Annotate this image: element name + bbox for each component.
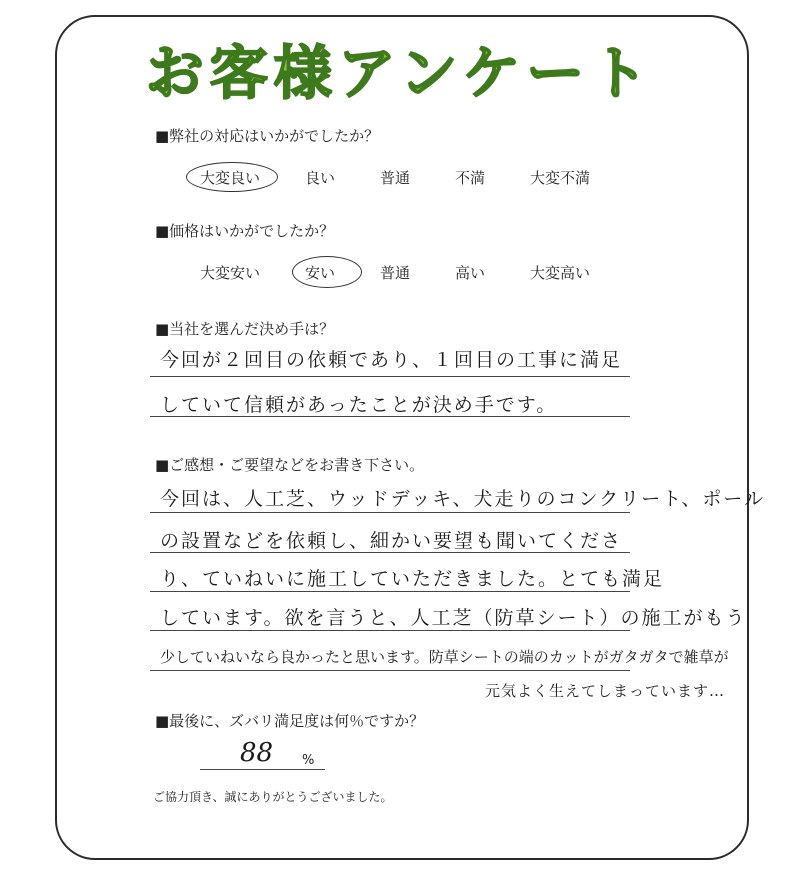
answer-rule [150, 376, 630, 377]
answer-deciding-line-1: 今回が２回目の依頼であり、１回目の工事に満足 [160, 349, 623, 371]
comment-line-1: 今回は、人工芝、ウッドデッキ、犬走りのコンクリート、ポール [160, 488, 766, 510]
question-deciding-factor: ■当社を選んだ決め手は？ [155, 320, 335, 338]
answer-rule [150, 630, 630, 631]
comment-line-3: り、ていねいに施工していただきました。とても満足 [160, 568, 665, 590]
option-service-very-dissatisfied[interactable]: 大変不満 [530, 169, 591, 187]
option-service-dissatisfied[interactable]: 不満 [455, 169, 486, 187]
question-comments: ■ご感想・ご要望などをお書き下さい。 [155, 456, 425, 474]
comment-line-6: 元気よく生えてしまっています… [485, 682, 726, 700]
option-price-cheap[interactable]: 安い [305, 264, 336, 282]
option-price-normal[interactable]: 普通 [380, 264, 411, 282]
comment-line-4: しています。欲を言うと、人工芝（防草シート）の施工がもう [160, 607, 747, 629]
answer-deciding-line-2: していて信頼があったことが決め手です。 [160, 394, 558, 416]
answer-rule [150, 670, 630, 671]
option-service-very-good[interactable]: 大変良い [200, 169, 261, 187]
comment-line-2: の設置などを依頼し、細かい要望も聞いてくださ [160, 530, 623, 552]
question-price: ■価格はいかがでしたか？ [155, 222, 335, 240]
answer-rule [150, 591, 630, 592]
answer-rule [150, 552, 630, 553]
satisfaction-rule [200, 769, 325, 770]
survey-title: お客様アンケート [145, 39, 655, 107]
satisfaction-unit: % [302, 753, 315, 768]
option-price-very-cheap[interactable]: 大変安い [200, 264, 261, 282]
option-service-normal[interactable]: 普通 [380, 169, 411, 187]
thanks-footer: ご協力頂き、誠にありがとうございました。 [153, 790, 393, 804]
answer-rule [150, 512, 630, 513]
answer-rule [150, 416, 630, 417]
satisfaction-value: 88 [240, 738, 274, 768]
question-satisfaction: ■最後に、ズバリ満足度は何％ですか？ [155, 712, 425, 730]
option-price-very-expensive[interactable]: 大変高い [530, 264, 591, 282]
option-price-expensive[interactable]: 高い [455, 264, 486, 282]
option-service-good[interactable]: 良い [305, 169, 336, 187]
comment-line-5: 少していねいなら良かったと思います。防草シートの端のカットがガタガタで雑草が [160, 648, 729, 666]
question-service: ■弊社の対応はいかがでしたか？ [155, 127, 380, 145]
